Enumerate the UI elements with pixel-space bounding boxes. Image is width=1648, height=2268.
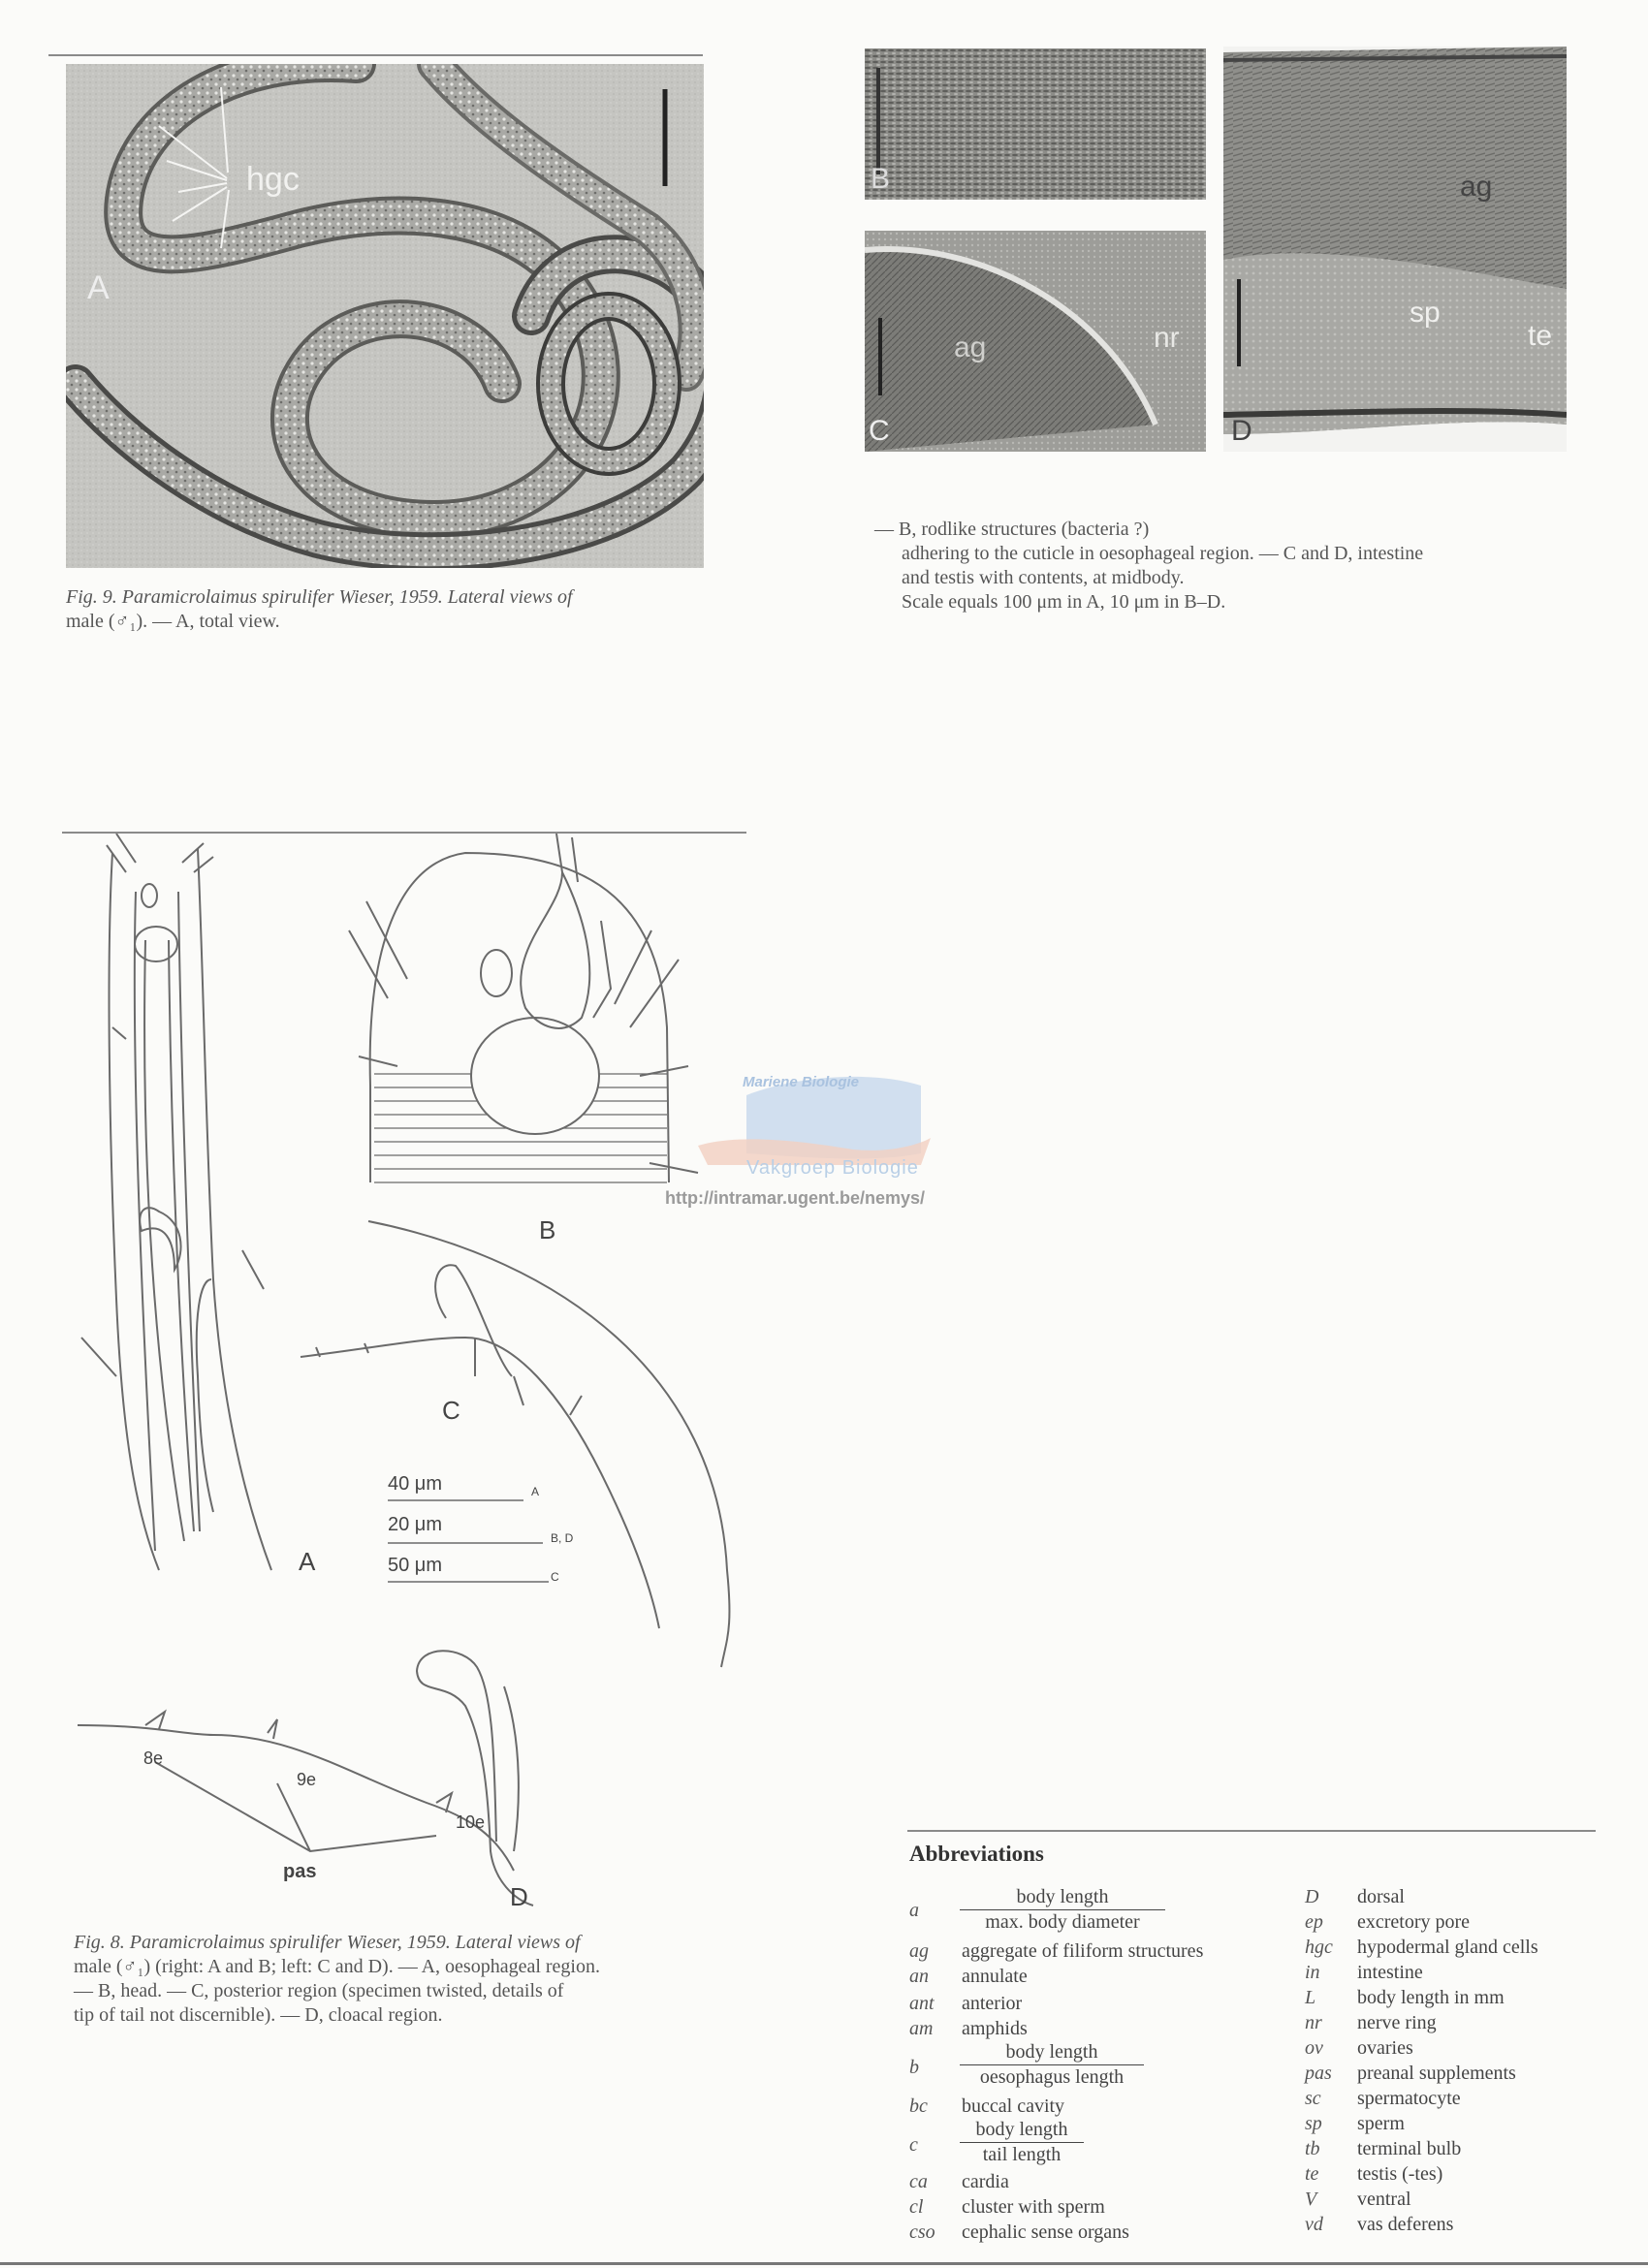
watermark-line1: Mariene Biologie [743,1074,860,1090]
abbr-key-bc: bc [909,2095,928,2117]
abbr-val-L: body length in mm [1357,1987,1505,2008]
watermark [665,1056,969,1221]
abbr-val-ca: cardia [962,2171,1009,2192]
abbr-key-D: D [1305,1886,1319,1907]
label-b-photo: B [871,163,891,195]
label-supplement-9: 9e [297,1770,317,1789]
abbr-key-hgc: hgc [1305,1937,1333,1958]
abbr-frac-b-den: oesophagus length [979,2066,1125,2088]
bottom-edge [0,2262,1648,2265]
abbr-frac-a-num: body length [960,1886,1165,1910]
abbr-val-sp: sperm [1357,2113,1405,2134]
abbr-frac-b [960,2041,1144,2089]
abbr-key-ca: ca [909,2171,928,2192]
abbr-val-tb: terminal bulb [1357,2138,1462,2159]
abbr-val-te: testis (-tes) [1357,2163,1443,2185]
abbr-val-bc: buccal cavity [962,2095,1065,2117]
label-nr: nr [1154,322,1180,354]
drawing-a-label: A [299,1547,316,1576]
label-d-photo: D [1231,415,1252,447]
fig9-caption-right-line3: and testis with contents, at midbody. [902,567,1185,588]
abbr-val-pas: preanal supplements [1357,2063,1516,2084]
abbr-key-tb: tb [1305,2138,1320,2159]
fig8-caption [74,1931,752,2028]
fig9-caption-right-line4: Scale equals 100 μm in A, 10 μm in B–D. [902,591,1226,613]
abbr-key-te: te [1305,2163,1319,2185]
label-te: te [1528,320,1553,352]
watermark-url: http://intramar.ugent.be/nemys/ [665,1188,926,1208]
label-c-photo: C [869,415,890,447]
scale-c-value: 50 μm [388,1555,442,1576]
nematode-coil-image [66,64,704,568]
watermark-line2: Vakgroep Biologie [746,1157,919,1179]
scale-bd-value: 20 μm [388,1514,442,1535]
abbreviations-rule [907,1830,1596,1832]
abbr-val-an: annulate [962,1966,1028,1987]
label-ag-d: ag [1460,171,1493,203]
abbr-key-ant: ant [909,1993,935,2014]
fig8-caption-line4: tip of tail not discernible). — D, cloacal region. [74,2004,443,2026]
label-supplement-8: 8e [143,1748,164,1768]
fig8-caption-line1: Fig. 8. Paramicrolaimus spirulifer Wieser, 1959. Lateral views of [74,1932,581,1953]
abbr-val-cso: cephalic sense organs [962,2221,1129,2243]
fig9-top-rule [48,54,703,56]
abbr-frac-c-num: body length [960,2119,1084,2143]
label-sp: sp [1410,297,1441,329]
abbr-val-nr: nerve ring [1357,2012,1437,2033]
abbr-val-vd: vas deferens [1357,2214,1454,2235]
abbr-key-nr: nr [1305,2012,1322,2033]
abbr-key-sc: sc [1305,2088,1321,2109]
fig9-photo-a [66,64,704,568]
abbr-frac-a [960,1886,1165,1934]
abbr-val-sc: spermatocyte [1357,2088,1461,2109]
fig9-caption-left [66,585,725,634]
abbr-key-sp: sp [1305,2113,1322,2134]
abbr-frac-b-num: body length [960,2041,1144,2065]
fig9-caption-right-line1: — B, rodlike structures (bacteria ?) [874,519,1150,540]
abbr-val-ep: excretory pore [1357,1911,1471,1933]
label-a-photo: A [87,269,110,306]
fig9-caption-right-line2: adhering to the cuticle in oesophageal region. — C and D, intestine [902,543,1424,564]
fig9-caption-left-line1: Fig. 9. Paramicrolaimus spirulifer Wieser, 1959. Lateral views of [66,586,573,608]
fig9-caption-right [874,518,1572,614]
scale-a-value: 40 μm [388,1473,442,1495]
abbr-key-pas: pas [1305,2063,1332,2084]
fig8-caption-line3: — B, head. — C, posterior region (specimen twisted, details of [74,1980,564,2001]
abbr-key-ov: ov [1305,2037,1323,2059]
abbr-key-in: in [1305,1962,1320,1983]
abbr-key-cso: cso [909,2221,935,2243]
abbreviations-title: Abbreviations [909,1842,1044,1866]
abbr-key-c: c [909,2134,918,2156]
label-hgc: hgc [246,161,300,198]
label-supplement-10: 10e [456,1812,486,1832]
abbr-key-am: am [909,2018,934,2039]
abbr-val-cl: cluster with sperm [962,2196,1105,2218]
drawing-c-outline [368,1221,729,1667]
abbr-frac-c-den: tail length [982,2144,1062,2165]
abbr-val-in: intestine [1357,1962,1423,1983]
abbr-val-D: dorsal [1357,1886,1405,1907]
scale-c-target: C [551,1570,559,1584]
scale-bd-target: B, D [551,1531,574,1545]
photo-d-texture [1223,47,1567,452]
abbr-val-ant: anterior [962,1993,1023,2014]
drawing-a-outline-right [198,849,271,1570]
abbr-val-ov: ovaries [1357,2037,1413,2059]
abbr-key-ep: ep [1305,1911,1323,1933]
abbr-key-b: b [909,2057,919,2078]
drawing-d-label: D [510,1882,528,1911]
fig9-caption-left-line2: male (♂₁). — A, total view. [66,611,280,632]
abbr-key-a: a [909,1900,919,1921]
fig8-caption-line2: male (♂₁) (right: A and B; left: C and D). — A, oesophageal region. [74,1956,600,1977]
abbr-key-cl: cl [909,2196,924,2218]
abbr-frac-a-den: max. body diameter [985,1911,1140,1933]
label-pas: pas [283,1861,317,1882]
abbr-val-am: amphids [962,2018,1028,2039]
drawing-c-label: C [442,1396,460,1425]
abbr-key-an: an [909,1966,929,1987]
abbr-val-hgc: hypodermal gland cells [1357,1937,1538,1958]
abbr-key-L: L [1305,1987,1316,2008]
abbr-key-ag: ag [909,1940,929,1962]
fig9-photo-c [865,231,1206,452]
abbr-val-ag: aggregate of filiform structures [962,1940,1204,1962]
drawing-b-label: B [539,1215,556,1244]
scale-a-target: A [531,1485,540,1498]
photo-b-texture [865,48,1206,200]
label-ag-c: ag [954,331,987,363]
abbr-key-V: V [1305,2189,1317,2210]
abbr-key-vd: vd [1305,2214,1323,2235]
abbr-val-V: ventral [1357,2189,1411,2210]
abbr-frac-c [960,2119,1084,2166]
fig9-photo-d [1223,47,1567,452]
fig9-photo-b [865,48,1206,200]
